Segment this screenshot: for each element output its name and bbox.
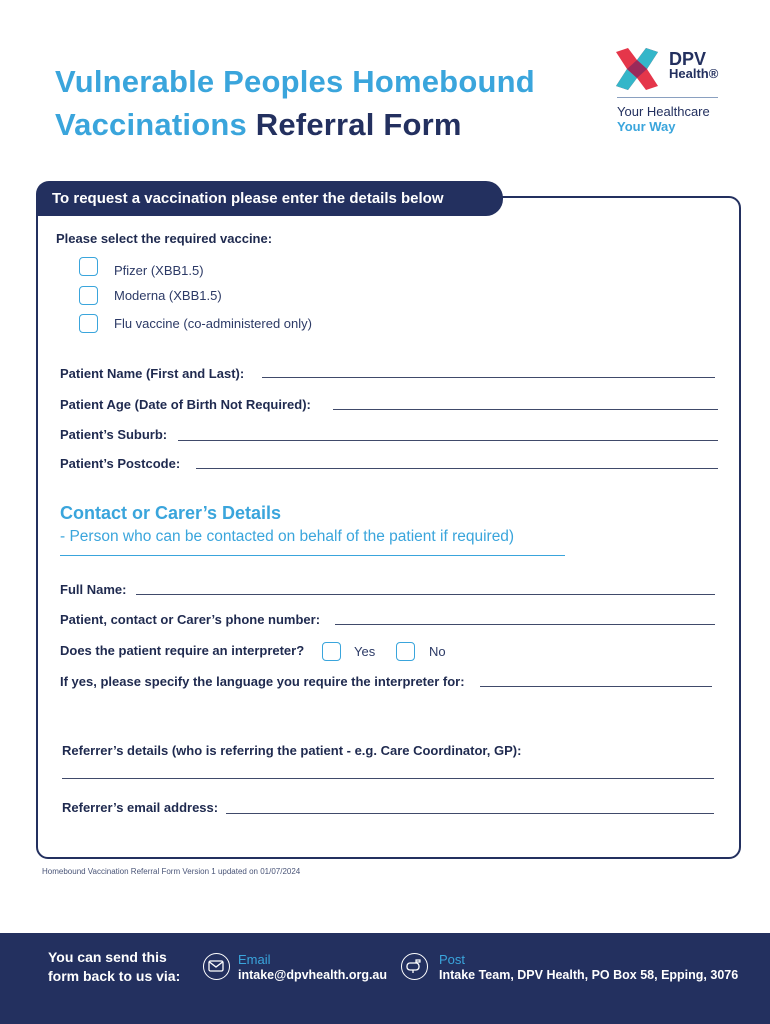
phone-label: Patient, contact or Carer’s phone number:	[60, 612, 321, 627]
interpreter-no-label: No	[429, 644, 446, 659]
post-heading: Post	[439, 952, 466, 967]
interpreter-yes-checkbox[interactable]	[322, 642, 341, 661]
logo-tagline-2: Your Way	[617, 119, 676, 134]
patient-age-label: Patient Age (Date of Birth Not Required):	[60, 397, 311, 412]
vaccine-prompt: Please select the required vaccine:	[56, 231, 273, 246]
email-icon	[203, 953, 230, 980]
dpv-logo-mark-icon	[612, 46, 662, 92]
patient-age-field[interactable]	[333, 409, 718, 410]
logo-sub: Health®	[669, 66, 719, 81]
referrer-details-field[interactable]	[62, 778, 714, 779]
footer-send-line-1: You can send this	[48, 949, 167, 965]
flu-label: Flu vaccine (co-administered only)	[114, 316, 312, 331]
referrer-email-label: Referrer’s email address:	[62, 800, 219, 815]
contact-section-title: Contact or Carer’s Details	[60, 503, 282, 523]
patient-name-field[interactable]	[262, 377, 715, 378]
moderna-checkbox[interactable]	[79, 286, 98, 305]
post-icon	[401, 953, 428, 980]
title-line-2-rest: Referral Form	[255, 107, 462, 142]
title-line-1: Vulnerable Peoples Homebound	[55, 64, 535, 99]
language-field[interactable]	[480, 686, 712, 687]
patient-name-label: Patient Name (First and Last):	[60, 366, 245, 381]
patient-suburb-label: Patient’s Suburb:	[60, 427, 168, 442]
patient-suburb-field[interactable]	[178, 440, 718, 441]
footer	[0, 933, 770, 1024]
full-name-label: Full Name:	[60, 582, 127, 597]
logo-name: DPV	[669, 49, 707, 69]
referrer-details-label: Referrer’s details (who is referring the patient - e.g. Care Coordinator, GP):	[62, 743, 522, 758]
referrer-email-field[interactable]	[226, 813, 714, 814]
dpv-health-logo	[612, 46, 727, 138]
title-line-2-highlight: Vaccinations	[55, 107, 247, 142]
interpreter-no-checkbox[interactable]	[396, 642, 415, 661]
full-name-field[interactable]	[136, 594, 715, 595]
moderna-label: Moderna (XBB1.5)	[114, 288, 222, 303]
footer-send-text	[48, 948, 180, 986]
contact-section-divider	[60, 555, 565, 556]
version-note: Homebound Vaccination Referral Form Version 1 updated on 01/07/2024	[42, 867, 301, 876]
pfizer-checkbox[interactable]	[79, 257, 98, 276]
footer-send-line-2: form back to us via:	[48, 968, 181, 984]
form-banner: To request a vaccination please enter the details below	[36, 181, 503, 216]
logo-divider	[617, 97, 718, 98]
flu-checkbox[interactable]	[79, 314, 98, 333]
language-label: If yes, please specify the language you require the interpreter for:	[60, 674, 465, 689]
email-heading: Email	[238, 952, 271, 967]
phone-field[interactable]	[335, 624, 715, 625]
interpreter-yes-label: Yes	[354, 644, 376, 659]
page-title	[55, 60, 535, 146]
patient-postcode-field[interactable]	[196, 468, 718, 469]
post-address: Intake Team, DPV Health, PO Box 58, Epping, 3076	[439, 968, 739, 982]
patient-postcode-label: Patient’s Postcode:	[60, 456, 181, 471]
email-address[interactable]: intake@dpvhealth.org.au	[238, 968, 388, 982]
interpreter-label: Does the patient require an interpreter?	[60, 643, 305, 658]
logo-tagline-1: Your Healthcare	[617, 104, 710, 119]
contact-section-subtitle: - Person who can be contacted on behalf of the patient if required)	[60, 528, 515, 545]
pfizer-label: Pfizer (XBB1.5)	[114, 263, 204, 278]
